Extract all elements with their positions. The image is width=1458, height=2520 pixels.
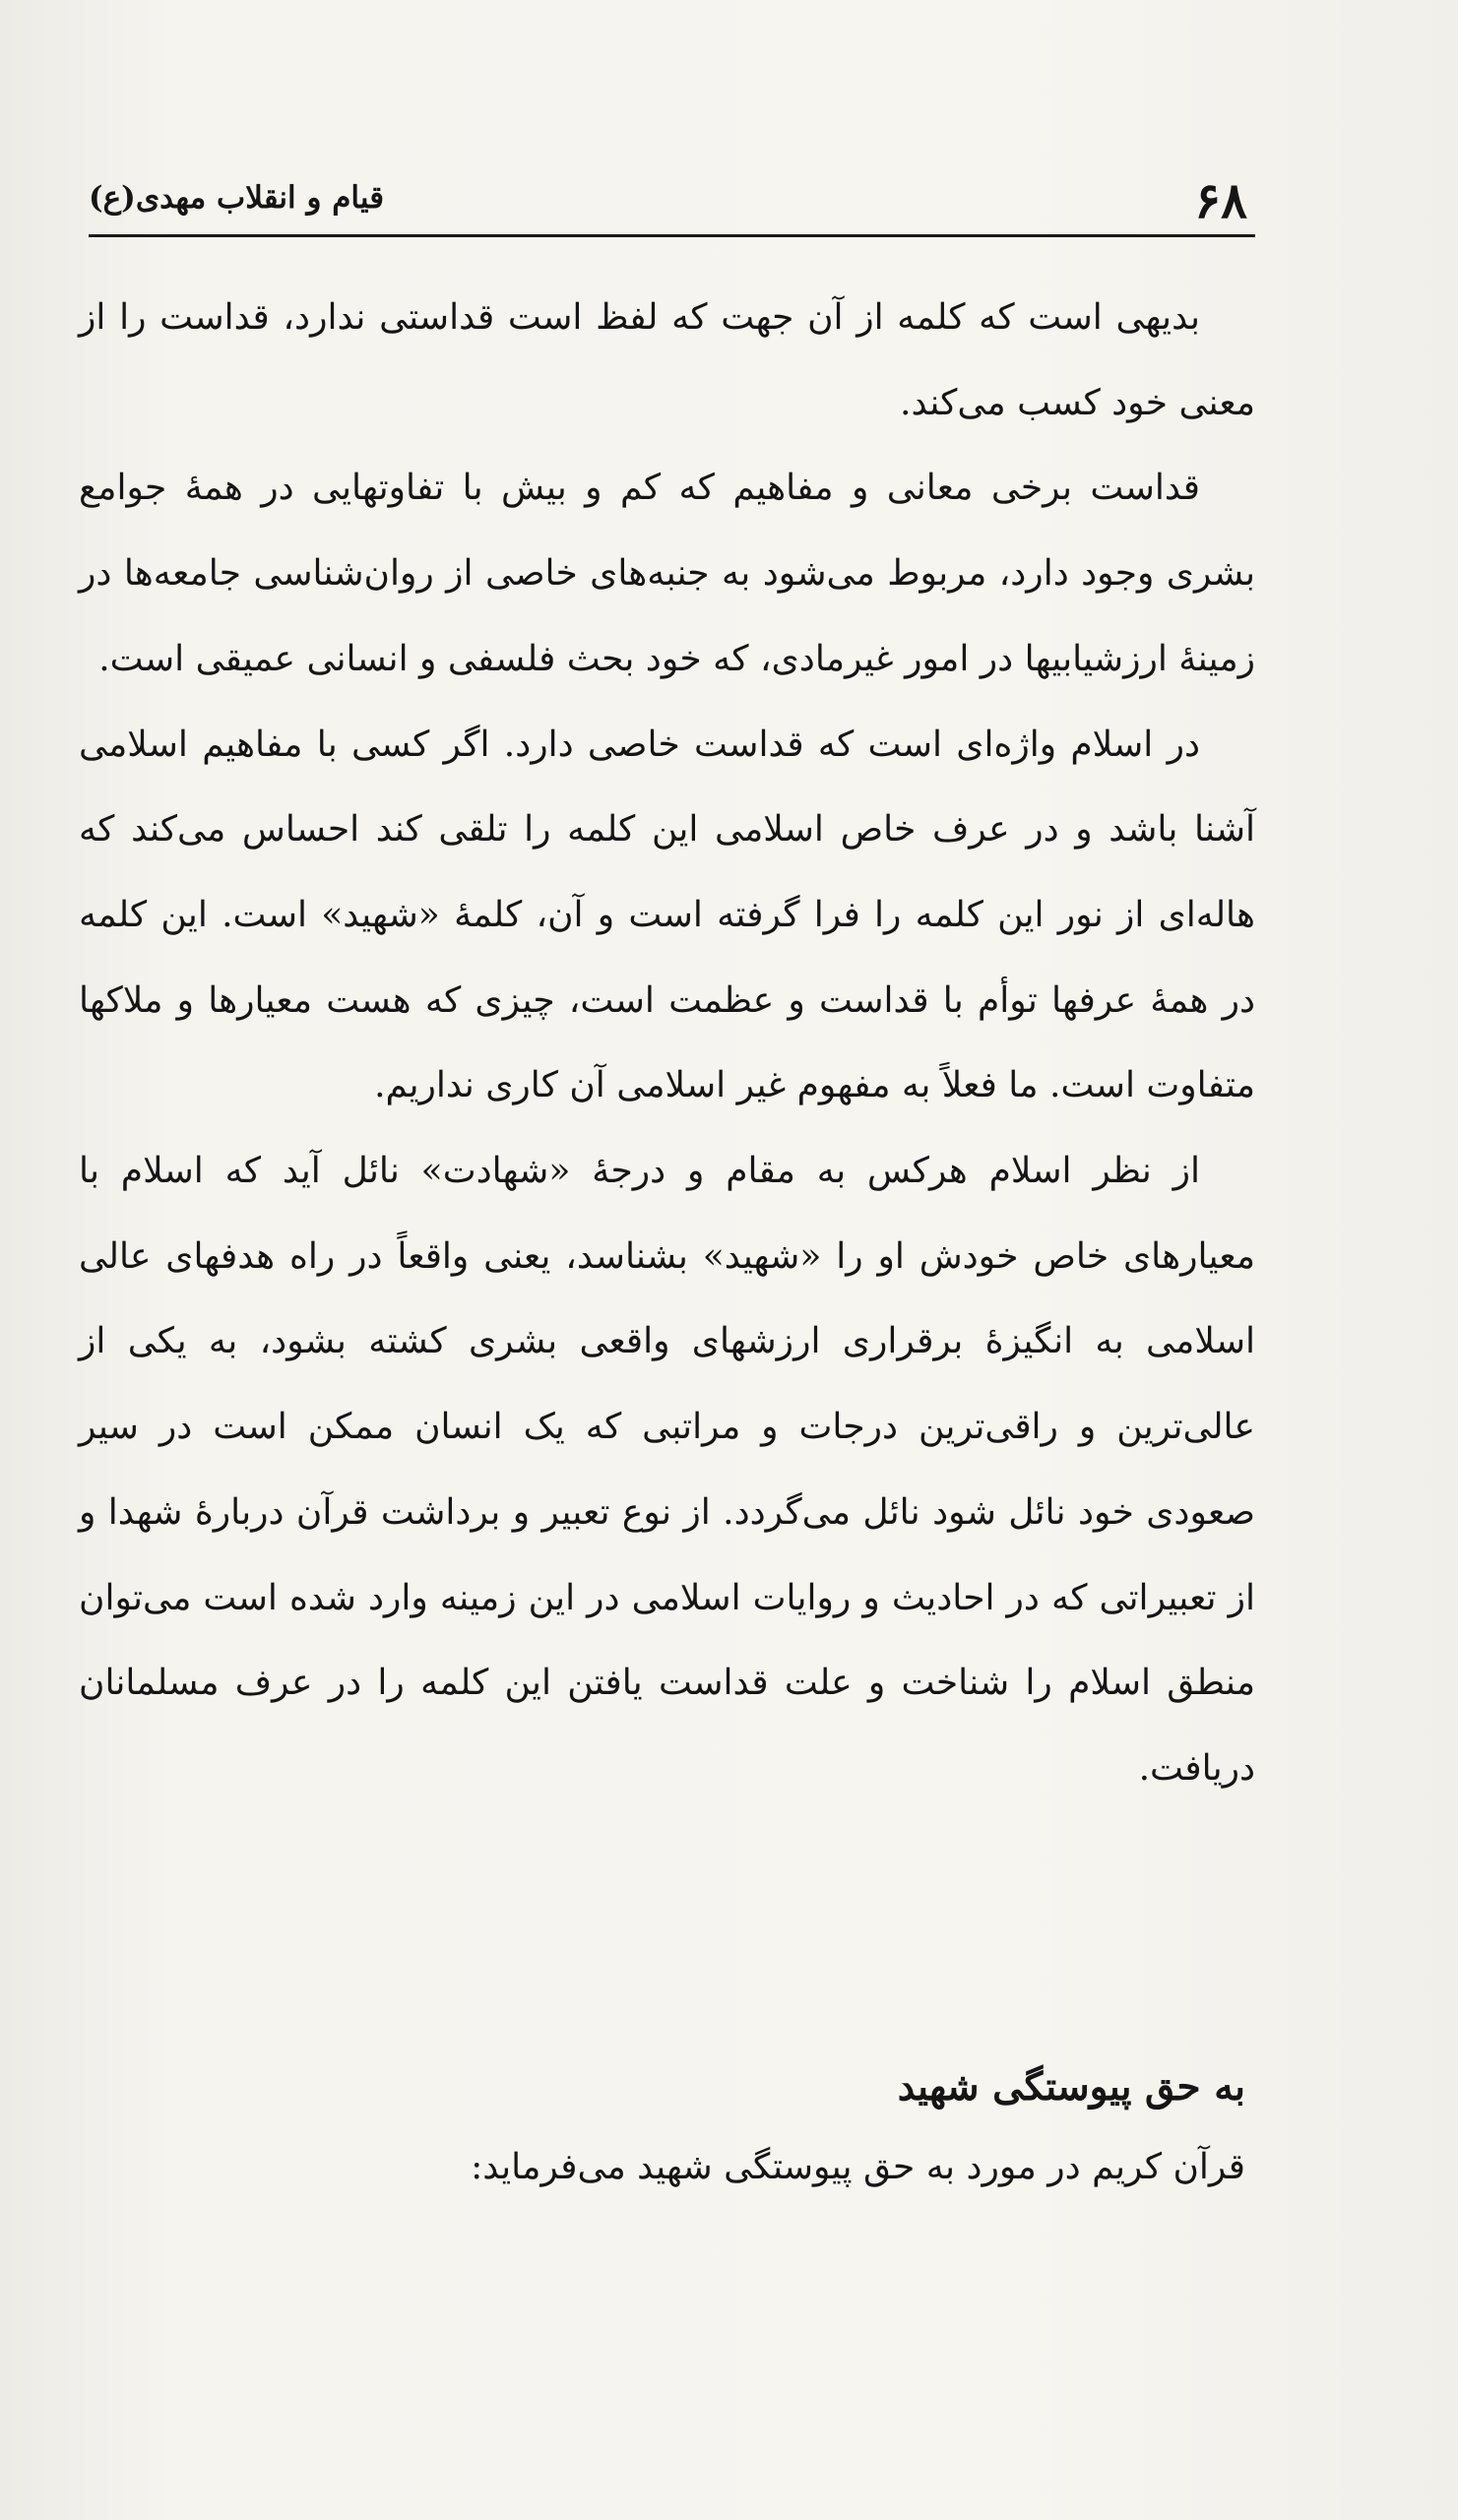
book-title: قیام و انقلاب مهدی(ع) (89, 180, 385, 216)
paragraph: بدیهی است که کلمه از آن جهت که لفظ است قداستی ندارد، قداست را از معنی خود کسب می‌کند. (79, 297, 1255, 423)
paragraph: در اسلام واژه‌ای است که قداست خاصی دارد. اگر کسی با مفاهیم اسلامی آشنا باشد و در عرف خاص اسلامی این کلمه را تلقی کند احساس می‌کند که هاله‌ای از نور این کلمه را فرا گرفته است و آن، کلمهٔ «شهید» است. این کلمه در همهٔ عرفها توأم با قداست و عظمت است، چیزی که هست معیارها و ملاکها متفاوت است. ما فعلاً به مفهوم غیر اسلامی آن کاری نداریم. (79, 724, 1255, 1106)
paragraph: قداست برخی معانی و مفاهیم که کم و بیش با تفاوتهایی در همهٔ جوامع بشری وجود دارد، مربوط می‌شود به جنبه‌های خاصی از روان‌شناسی جامعه‌ها در زمینهٔ ارزشیابیها در امور غیرمادی، که خود بحث فلسفی و انسانی عمیقی است. (79, 468, 1255, 679)
page-number: ۶۸ (1194, 171, 1247, 229)
paragraph: از نظر اسلام هرکس به مقام و درجهٔ «شهادت» نائل آید که اسلام با معیارهای خاص خودش او را «شهید» بشناسد، یعنی واقعاً در راه هدفهای عالی اسلامی به انگیزهٔ برقراری ارزشهای واقعی بشری کشته بشود، به یکی از عالی‌ترین و راقی‌ترین درجات و مراتبی که یک انسان ممکن است در سیر صعودی خود نائل شود نائل می‌گردد. از نوع تعبیر و برداشت قرآن دربارهٔ شهدا و از تعبیراتی که در احادیث و روایات اسلامی در این زمینه وارد شده است می‌توان منطق اسلام را شناخت و علت قداست یافتن این کلمه را در عرف مسلمانان دریافت. (79, 1151, 1255, 1789)
section-heading: به حق پیوستگی شهید (897, 2064, 1245, 2110)
running-head (89, 158, 1255, 246)
body-text (79, 276, 1255, 1812)
section-intro: قرآن کریم در مورد به حق پیوستگی شهید می‌فرماید: (471, 2147, 1245, 2187)
header-rule (89, 234, 1255, 237)
